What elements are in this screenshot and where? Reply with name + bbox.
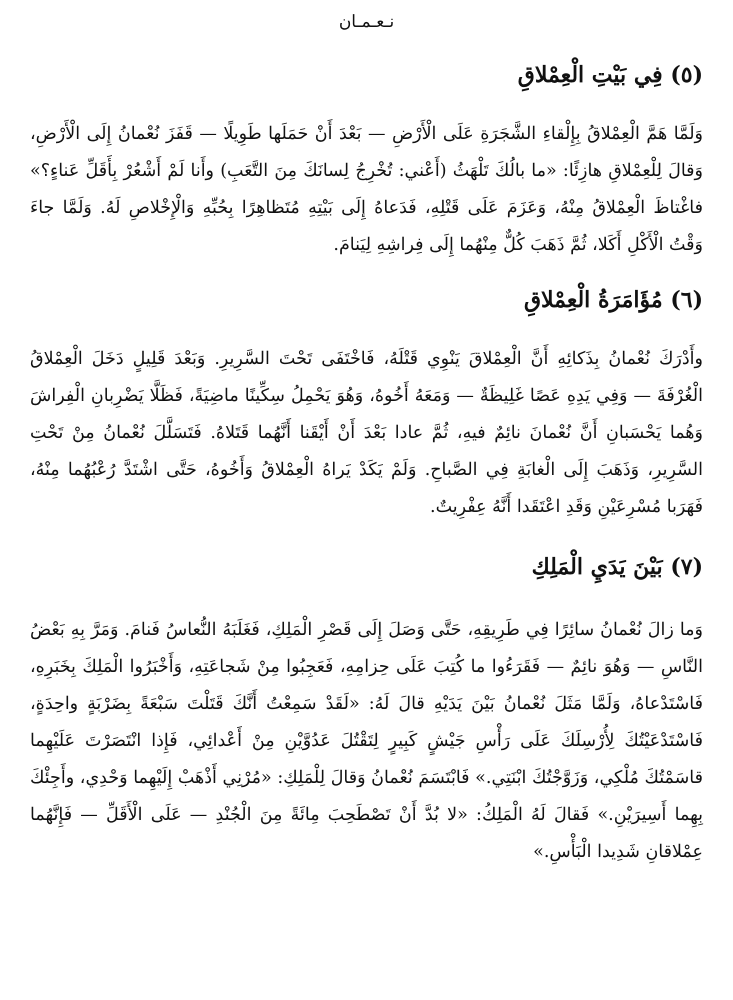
section-paragraph: وأَدْرَكَ نُعْمانُ بِذَكائِهِ أَنَّ الْعِمْلاقَ يَنْوِي قَتْلَهُ، فَاخْتَفَى تَحْتَ السَّرِيرِ. وَبَعْدَ قَلِيلٍ دَخَلَ الْعِمْلاقُ الْغُرْفَةَ — وَفِي يَدِهِ عَصًا غَلِيظَةٌ — وَمَعَهُ أَخُوهُ، وَهُوَ يَحْمِلُ سِكِّينًا ماضِيَةً، فَظَلَّا يَضْرِبانِ الْفِراشَ وَهُما يَحْسَبانِ أَنَّ نُعْمانَ نائِمٌ فيهِ، ثُمَّ عادا بَعْدَ أَنْ أَيْقَنا أَنَّهُما قَتَلاهُ. فَتَسَلَّلَ نُعْمانُ مِنْ تَحْتِ السَّرِيرِ، وَذَهَبَ إِلَى الْغابَةِ فِي الصَّباحِ. وَلَمْ يَكَدْ يَراهُ الْعِمْلاقُ وَأَخُوهُ، حَتَّى اشْتَدَّ رُعْبُهُما مِنْهُ، فَهَرَبا مُسْرِعَيْنِ وَقَدِ اعْتَقَدا أَنَّهُ عِفْرِيتٌ. — [30, 349, 703, 517]
section-paragraph: وَلَمَّا هَمَّ الْعِمْلاقُ بِإِلْقاءِ الشَّجَرَةِ عَلَى الْأَرْضِ — بَعْدَ أَنْ حَمَلَها طَوِيلًا — قَفَزَ نُعْمانُ إِلَى الْأَرْضِ، وَقالَ لِلْعِمْلاقِ هازِئًا: «ما بالُكَ تَلْهَثُ (أَعْني: تُخْرِجُ لِسانَكَ مِنَ التَّعَبِ) وأَنا لَمْ أَشْعُرْ بِأَقَلِّ عَناءٍ؟» فاغْتاظَ الْعِمْلاقُ مِنْهُ، وَعَزَمَ عَلَى قَتْلِهِ، فَدَعاهُ إِلَى بَيْتِهِ مُتَظاهِرًا بِحُبِّهِ وَالْإِخْلاصِ لَهُ. وَلَمَّا جاءَ وَقْتُ الْأَكْلِ أَكَلا، ثُمَّ ذَهَبَ كُلٌّ مِنْهُما إِلَى فِراشِهِ لِيَنامَ. — [30, 124, 703, 255]
section-heading: (٦) مُؤَامَرَةُ الْعِمْلاقِ — [523, 287, 703, 313]
section-heading: (٥) فِي بَيْتِ الْعِمْلاقِ — [517, 62, 703, 88]
section-paragraph: وَما زالَ نُعْمانُ سائِرًا فِي طَرِيقِهِ، حَتَّى وَصَلَ إِلَى قَصْرِ الْمَلِكِ، فَغَلَبَهُ النُّعاسُ فَنامَ. وَمَرَّ بِهِ بَعْضُ النَّاسِ — وَهُوَ نائِمٌ — فَقَرَءُوا ما كُتِبَ عَلَى حِزامِهِ، فَعَجِبُوا مِنْ شَجاعَتِهِ، وَأَخْبَرُوا الْمَلِكَ بِخَبَرِهِ، فَاسْتَدْعاهُ، وَلَمَّا مَثَلَ نُعْمانُ بَيْنَ يَدَيْهِ قالَ لَهُ: «لَقَدْ سَمِعْتُ أَنَّكَ قَتَلْتَ سَبْعَةً بِضَرْبَةٍ واحِدَةٍ، فَاسْتَدْعَيْتُكَ لِأُرْسِلَكَ عَلَى رَأْسِ جَيْشٍ كَبِيرٍ لِتَقْتُلَ عَدُوَّيْنِ مِنْ أَعْدائِي، فَإِذا انْتَصَرْتَ عَلَيْهِما قاسَمْتُكَ مُلْكِي، وَزَوَّجْتُكَ ابْنَتِي.» فَابْتَسَمَ نُعْمانُ وَقالَ لِلْمَلِكِ: «مُرْنِي أَذْهَبْ إِلَيْهِما وَحْدِي، وأَجِئْكَ بِهِما أَسِيرَيْنِ.» فَقالَ لَهُ الْمَلِكُ: «لا بُدَّ أَنْ تَصْطَحِبَ مِائَةً مِنَ الْجُنْدِ — عَلَى الْأَقَلِّ — فَإِنَّهُما عِمْلاقانِ شَدِيدا الْبَأْسِ.» — [30, 620, 703, 862]
section-heading: (٧) بَيْنَ يَدَيِ الْمَلِكِ — [531, 554, 703, 580]
chapter-section-7 — [30, 552, 703, 871]
chapter-section-6 — [30, 285, 703, 526]
running-head: نـعـمـان — [338, 12, 395, 32]
chapter-section-5 — [30, 60, 703, 264]
